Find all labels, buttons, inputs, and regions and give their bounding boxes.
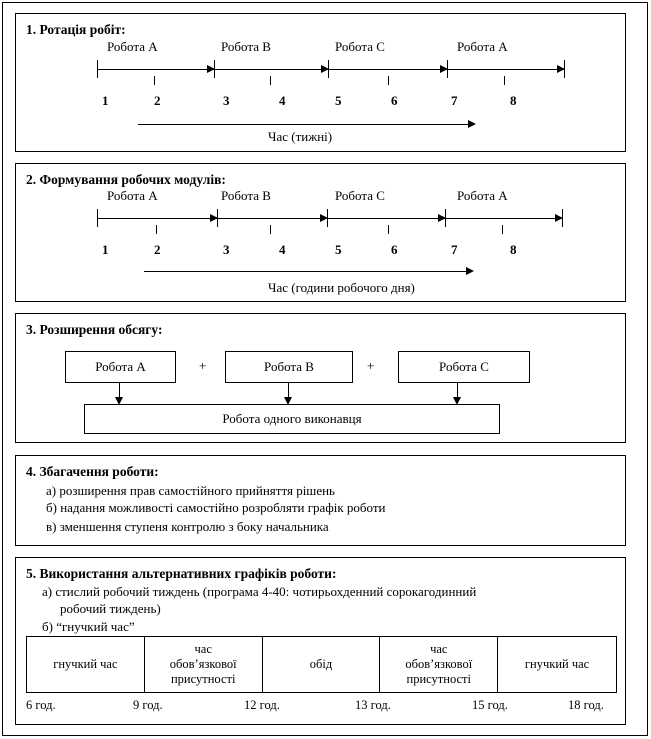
tick-label: 4 bbox=[279, 242, 286, 257]
hour-label: 9 год. bbox=[133, 698, 163, 712]
job-label: Робота В bbox=[221, 188, 271, 203]
list-item: а) стислий робочий тиждень (програма 4-40: чотирьохденний сорокагодинний bbox=[42, 584, 477, 599]
hour-label: 15 год. bbox=[472, 698, 508, 712]
hour-label: 6 год. bbox=[26, 698, 56, 712]
tick-label: 8 bbox=[510, 242, 517, 257]
job-label: Робота В bbox=[221, 39, 271, 54]
hour-label: 18 год. bbox=[568, 698, 604, 712]
job-label: Робота С bbox=[335, 39, 385, 54]
timeline-tick bbox=[154, 76, 155, 85]
segment-arrow bbox=[320, 214, 328, 222]
tick-label: 4 bbox=[279, 93, 286, 108]
segment-arrow bbox=[438, 214, 446, 222]
tick-label: 7 bbox=[451, 93, 458, 108]
timeline-tick bbox=[156, 225, 157, 234]
list-item: робочий тиждень) bbox=[60, 601, 161, 616]
connector-line bbox=[288, 383, 289, 398]
time-axis-label: Час (години робочого дня) bbox=[268, 280, 415, 295]
list-item: а) розширення прав самостійного прийняття рішень bbox=[46, 483, 335, 498]
tick-label: 3 bbox=[223, 242, 230, 257]
time-axis-arrow bbox=[468, 120, 476, 128]
section-job-enlargement bbox=[15, 313, 626, 443]
section-title: 4. Збагачення роботи: bbox=[26, 464, 159, 479]
timeline-tick bbox=[388, 76, 389, 85]
time-axis-line bbox=[144, 271, 469, 272]
job-label: Робота С bbox=[335, 188, 385, 203]
list-item: б) “гнучкий час” bbox=[42, 619, 135, 634]
connector-line bbox=[119, 383, 120, 398]
timeline-tick bbox=[502, 225, 503, 234]
tick-label: 2 bbox=[154, 242, 161, 257]
tick-label: 6 bbox=[391, 242, 398, 257]
list-item: б) надання можливості самостійно розробляти графік роботи bbox=[46, 500, 386, 515]
schedule-cell-core-time: час обов’язкової присутності bbox=[380, 637, 498, 693]
section-title: 5. Використання альтернативних графіків роботи: bbox=[26, 566, 337, 581]
job-box: Робота А bbox=[65, 351, 176, 383]
connector-line bbox=[457, 383, 458, 398]
plus-sign: + bbox=[367, 358, 375, 373]
section-job-enrichment bbox=[15, 455, 626, 546]
section-alternative-schedules bbox=[15, 557, 626, 725]
schedule-cell-lunch: обід bbox=[262, 637, 380, 693]
segment-arrow bbox=[555, 214, 563, 222]
time-axis-arrow bbox=[466, 267, 474, 275]
hour-label: 12 год. bbox=[244, 698, 280, 712]
section-title: 2. Формування робочих модулів: bbox=[26, 172, 226, 187]
tick-label: 5 bbox=[335, 93, 342, 108]
tick-label: 6 bbox=[391, 93, 398, 108]
schedule-cell-flextime: гнучкий час bbox=[27, 637, 145, 693]
table-row bbox=[27, 637, 617, 693]
section-work-modules bbox=[15, 163, 626, 302]
timeline-boundary bbox=[97, 60, 98, 78]
job-label: Робота А bbox=[457, 39, 508, 54]
tick-label: 3 bbox=[223, 93, 230, 108]
tick-label: 8 bbox=[510, 93, 517, 108]
segment-arrow bbox=[440, 65, 448, 73]
section-title: 3. Розширення обсягу: bbox=[26, 322, 163, 337]
schedule-cell-core-time: час обов’язкової присутності bbox=[144, 637, 262, 693]
schedule-cell-flextime: гнучкий час bbox=[498, 637, 617, 693]
job-label: Робота А bbox=[107, 39, 158, 54]
hour-label: 13 год. bbox=[355, 698, 391, 712]
timeline-tick bbox=[504, 76, 505, 85]
segment-arrow bbox=[557, 65, 565, 73]
job-label: Робота А bbox=[107, 188, 158, 203]
segment-arrow bbox=[321, 65, 329, 73]
timeline-tick bbox=[270, 76, 271, 85]
result-box: Робота одного виконавця bbox=[84, 404, 500, 434]
timeline-tick bbox=[270, 225, 271, 234]
time-axis-label: Час (тижні) bbox=[268, 129, 333, 144]
timeline-line bbox=[97, 218, 562, 219]
time-axis-line bbox=[138, 124, 471, 125]
segment-arrow bbox=[210, 214, 218, 222]
timeline-tick bbox=[388, 225, 389, 234]
section-title: 1. Ротація робіт: bbox=[26, 22, 126, 37]
tick-label: 7 bbox=[451, 242, 458, 257]
tick-label: 2 bbox=[154, 93, 161, 108]
job-box: Робота В bbox=[225, 351, 353, 383]
tick-label: 1 bbox=[102, 242, 109, 257]
job-box: Робота С bbox=[398, 351, 530, 383]
tick-label: 1 bbox=[102, 93, 109, 108]
flextime-schedule-table bbox=[26, 636, 617, 693]
segment-arrow bbox=[207, 65, 215, 73]
job-label: Робота А bbox=[457, 188, 508, 203]
timeline-line bbox=[97, 69, 564, 70]
list-item: в) зменшення ступеня контролю з боку начальника bbox=[46, 519, 329, 534]
tick-label: 5 bbox=[335, 242, 342, 257]
section-job-rotation bbox=[15, 13, 626, 152]
plus-sign: + bbox=[199, 358, 207, 373]
timeline-boundary bbox=[97, 209, 98, 227]
